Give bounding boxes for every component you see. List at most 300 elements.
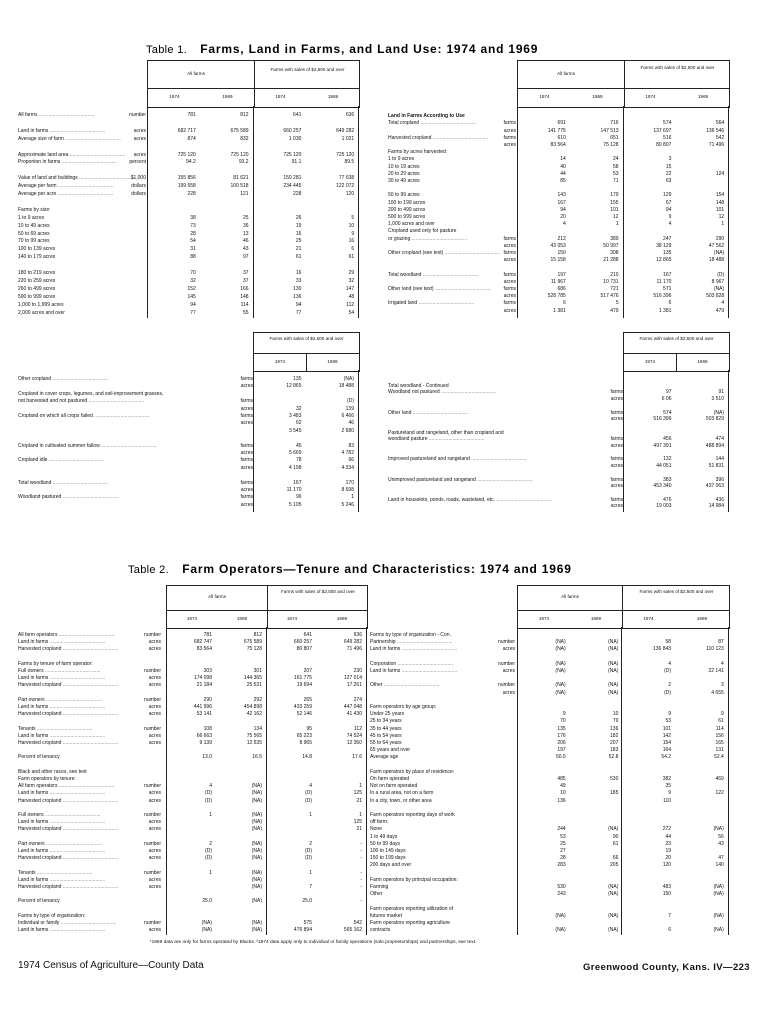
row-value: 9 xyxy=(562,711,566,718)
row-value: 125 xyxy=(353,790,362,797)
row-label: Farms by size: xyxy=(18,206,51,213)
row-value: 610 xyxy=(557,134,566,141)
row-label: Farm operators reporting days of work xyxy=(370,812,455,818)
head-all-farms: All farms xyxy=(187,71,205,76)
row-value: (NA) xyxy=(251,826,262,833)
table-row xyxy=(388,416,728,422)
row-label: Total woodland ........................................ xyxy=(388,271,479,278)
row-label: Land in houselots, ponds, roads, wasteland, etc. ........................................ xyxy=(388,496,552,503)
row-value: 53 xyxy=(613,170,619,177)
table-row xyxy=(370,927,728,933)
table-row xyxy=(370,877,728,883)
row-label: Proportion in farms ........................................ xyxy=(18,159,118,166)
row-value: - xyxy=(360,898,362,905)
row-value: 651 xyxy=(610,134,619,141)
table-row xyxy=(18,927,366,933)
row-unit: acres xyxy=(503,293,516,300)
table-row xyxy=(18,428,358,434)
table-row xyxy=(18,819,366,825)
table-row xyxy=(388,483,728,489)
row-value: 150 xyxy=(557,250,566,256)
row-value: 127 014 xyxy=(343,675,362,682)
row-value: 485 xyxy=(557,776,566,782)
row-unit: acres xyxy=(503,242,516,249)
row-value: 725 120 xyxy=(230,151,249,158)
table-row xyxy=(370,690,728,696)
row-value: 17 261 xyxy=(346,682,362,689)
row-value: 4 xyxy=(309,783,312,790)
table1-right-header2 xyxy=(623,332,730,372)
row-value: 3 xyxy=(721,682,724,689)
row-value: 48 xyxy=(348,293,355,300)
table-row xyxy=(370,913,728,919)
table-row xyxy=(18,639,366,645)
row-value: 74 524 xyxy=(346,732,362,739)
table-row xyxy=(388,250,728,256)
table-row xyxy=(388,300,728,306)
row-value: 725 120 xyxy=(336,151,355,158)
row-value: 6 466 xyxy=(341,413,354,419)
row-value: (D) xyxy=(305,797,312,804)
row-value: 575 xyxy=(303,920,312,926)
row-value: 58 xyxy=(665,639,672,646)
row-label: Farm operators by tenure: xyxy=(18,776,76,782)
year-col: 1969 xyxy=(697,94,709,99)
year-col: 1969 xyxy=(236,616,248,621)
row-value: 197 xyxy=(557,747,566,754)
row-label: 50 to 99 acres xyxy=(388,192,420,199)
row-value: 454 898 xyxy=(243,704,262,710)
row-value: 94 xyxy=(295,301,302,308)
row-label: Land in farms ........................................ xyxy=(370,646,458,653)
row-value: 83 564 xyxy=(196,646,212,653)
row-unit: farms xyxy=(503,235,516,242)
row-label: Partnership ........................................ xyxy=(370,639,453,646)
row-value: 32 xyxy=(190,277,196,284)
row-value: 1 xyxy=(721,221,725,228)
row-value: 530 xyxy=(610,776,619,782)
table-row xyxy=(370,798,728,804)
year-col: 1974 xyxy=(643,616,654,621)
row-label: 500 to 999 acres xyxy=(18,293,56,300)
row-value: 32 xyxy=(348,277,355,284)
row-value: 36 xyxy=(243,222,249,229)
row-value: 1 xyxy=(209,812,212,818)
row-value: (NA) xyxy=(251,840,262,847)
row-unit: acres xyxy=(133,151,146,158)
table1-prefix: Table 1. xyxy=(146,44,187,56)
row-label: Other land ........................................ xyxy=(388,409,469,416)
row-value: 301 xyxy=(253,668,262,674)
row-value: 90 xyxy=(612,833,619,840)
row-value: 453 340 xyxy=(653,483,672,490)
row-value: (D) xyxy=(205,855,212,862)
table-row xyxy=(370,848,728,854)
head-sales: Farms with sales of $2,500 and over xyxy=(280,589,356,594)
row-unit: dollars xyxy=(131,183,146,190)
row-value: (NA) xyxy=(251,819,262,826)
table-row xyxy=(370,762,728,768)
row-value: 88 xyxy=(190,254,196,261)
row-unit: farms xyxy=(240,413,253,419)
row-label: Woodland pastured ........................................ xyxy=(18,494,119,501)
row-unit: farms xyxy=(240,376,253,382)
row-unit: acres xyxy=(610,396,623,403)
row-value: (D) xyxy=(305,848,312,854)
row-value: 52.8 xyxy=(608,754,619,761)
row-value: 145 xyxy=(187,293,196,300)
row-value: 58 xyxy=(613,163,619,170)
row-value: 78 xyxy=(295,457,302,464)
row-value: 12 865 xyxy=(656,257,672,264)
row-unit: acres xyxy=(148,639,161,646)
row-label: Land in farms ........................................ xyxy=(18,927,106,934)
row-value: 725 120 xyxy=(177,151,196,158)
row-value: 565 162 xyxy=(343,927,362,934)
row-value: 62 xyxy=(295,420,302,427)
row-unit: acres xyxy=(148,884,161,890)
table-row xyxy=(370,718,728,724)
table-row xyxy=(18,855,366,861)
table-row xyxy=(18,812,366,818)
row-label: Cropland used only for pasture xyxy=(388,228,457,235)
row-value: (NA) xyxy=(608,689,619,696)
row-label: Total woodland ........................................ xyxy=(18,479,109,486)
row-value: 54.2 xyxy=(661,754,672,761)
table-row xyxy=(370,661,728,667)
table-row xyxy=(388,228,728,234)
table2-prefix: Table 2. xyxy=(128,564,169,576)
row-value: 139 xyxy=(345,405,354,412)
row-value: 228 xyxy=(293,191,302,197)
row-label: 140 to 179 acres xyxy=(18,254,56,261)
table-row xyxy=(370,870,728,876)
row-label: Other cropland ........................................ xyxy=(18,376,109,382)
row-value: 80 807 xyxy=(296,646,312,653)
row-value: 182 xyxy=(610,732,619,739)
table-row xyxy=(18,913,366,919)
row-value: (NA) xyxy=(251,884,262,890)
row-unit: acres xyxy=(148,732,161,739)
row-value: 122 xyxy=(715,790,724,797)
row-value: - xyxy=(360,848,362,854)
table-row xyxy=(18,502,358,508)
row-value: 274 xyxy=(353,696,362,703)
row-value: 89.5 xyxy=(344,159,355,166)
row-value: 15 xyxy=(665,163,672,170)
row-value: 174 098 xyxy=(193,675,212,682)
table-row xyxy=(18,654,366,660)
table-row xyxy=(18,834,366,840)
row-value: 5 105 xyxy=(288,501,302,508)
row-value: (NA) xyxy=(713,912,724,919)
row-value: 641 xyxy=(303,632,312,638)
table-row xyxy=(388,272,728,278)
row-value: 140 xyxy=(715,862,724,869)
row-value: 56 xyxy=(718,833,724,840)
row-value: 11 170 xyxy=(286,487,302,493)
row-value: 150 xyxy=(662,891,672,898)
row-value: 292 xyxy=(253,696,262,703)
table-row xyxy=(370,855,728,861)
row-value: 25 xyxy=(560,840,566,847)
year-col: 1969 xyxy=(590,616,602,621)
row-unit: number xyxy=(144,812,161,818)
table-row xyxy=(18,159,358,165)
row-unit: number xyxy=(144,632,161,638)
row-value: (NA) xyxy=(251,920,262,926)
row-value: 61 xyxy=(612,840,619,847)
row-label: 10 to 19 acres xyxy=(388,163,420,170)
row-value: 516 396 xyxy=(653,293,672,300)
row-value: 675 589 xyxy=(243,639,262,646)
row-value: 21 xyxy=(356,826,362,833)
row-unit: farms xyxy=(503,286,516,292)
row-value: 2 xyxy=(668,682,672,689)
row-label: Land in farms ........................................ xyxy=(18,732,106,739)
footer-location: Greenwood County, Kans. IV—223 xyxy=(582,962,750,973)
table2-right-header xyxy=(517,585,730,629)
row-label: Average per acre ........................................ xyxy=(18,191,114,197)
row-value: 2 680 xyxy=(341,427,354,434)
row-unit: acres xyxy=(148,675,161,682)
row-unit: acres xyxy=(240,501,253,508)
row-value: 636 xyxy=(353,632,362,638)
table-row xyxy=(18,790,366,796)
row-value: 137 697 xyxy=(653,127,672,134)
footnote: ¹1969 data are only for farms operated by Blacks. ²1974 data apply only to individual or family operations (sole proprietorships) and partnerships, see text. xyxy=(150,940,477,945)
row-value: 9 xyxy=(668,790,672,797)
table-row xyxy=(388,156,728,162)
row-label: Tenants ........................................ xyxy=(18,869,93,876)
row-value: 542 xyxy=(353,920,362,926)
row-label: Corporation ........................................ xyxy=(370,660,454,667)
row-label: Farms by tenure of farm operator: xyxy=(18,660,93,667)
row-value: 691 xyxy=(557,120,566,127)
table-row xyxy=(370,884,728,890)
table-row xyxy=(18,391,358,397)
row-value: 636 xyxy=(345,112,355,118)
row-label: 1,000 to 1,999 acres xyxy=(18,301,64,308)
row-value: 101 xyxy=(662,725,672,732)
table-row xyxy=(18,906,366,912)
row-value: (D) xyxy=(205,848,212,854)
table-row xyxy=(370,862,728,868)
row-value: 456 xyxy=(663,436,672,443)
row-value: 272 xyxy=(662,826,672,833)
table-row xyxy=(18,120,358,126)
row-value: 25 xyxy=(295,238,302,245)
row-unit: farms xyxy=(240,457,253,464)
table-row xyxy=(18,270,358,276)
row-value: 135 xyxy=(293,376,302,382)
table-row xyxy=(388,286,728,292)
row-label: 10 to 49 acres xyxy=(18,222,50,229)
table-row xyxy=(18,494,358,500)
row-value: 101 xyxy=(610,206,619,213)
row-value: 8 698 xyxy=(341,487,354,493)
table-row xyxy=(18,112,358,118)
row-label: Unimproved pastureland and rangeland ........................................ xyxy=(388,476,533,483)
row-label: 20 to 29 acres xyxy=(388,170,420,177)
row-value: 11 170 xyxy=(656,278,672,285)
row-label: 260 to 499 acres xyxy=(18,285,56,292)
row-unit: acres xyxy=(148,646,161,653)
row-unit: farms xyxy=(240,494,253,501)
table-row xyxy=(388,410,728,416)
row-value: 5 xyxy=(615,300,619,307)
row-value: 26 xyxy=(295,214,302,221)
row-label: Harvested cropland ........................................ xyxy=(388,134,489,141)
row-value: 4 334 xyxy=(341,464,354,471)
row-value: (NA) xyxy=(251,790,262,797)
row-value: 165 xyxy=(715,740,724,746)
table-row xyxy=(388,450,728,456)
row-value: (NA) xyxy=(608,639,619,646)
table-row xyxy=(18,747,366,753)
row-value: 4 655 xyxy=(711,689,724,696)
row-value: 4 xyxy=(668,221,672,228)
row-value: 10 xyxy=(348,222,355,229)
row-value: 9 xyxy=(721,711,724,718)
row-value: (NA) xyxy=(555,682,566,689)
row-value: 71 496 xyxy=(708,142,725,148)
row-value: 14 xyxy=(560,156,566,163)
row-value: 35 xyxy=(665,783,672,790)
row-label: Other land (see text) ........................................ xyxy=(388,286,491,292)
row-value: 46 xyxy=(348,420,354,427)
row-value: 101 xyxy=(715,206,725,213)
row-value: 212 xyxy=(557,235,566,242)
row-value: 7 xyxy=(309,884,312,890)
row-value: 721 xyxy=(610,286,619,292)
row-value: 179 xyxy=(610,192,619,199)
row-value: 97 xyxy=(665,389,672,396)
table-row xyxy=(18,862,366,868)
row-value: 197 xyxy=(557,271,566,278)
table-row xyxy=(388,503,728,509)
row-value: 28 xyxy=(560,855,566,862)
row-value: 135 xyxy=(663,250,672,256)
year-col: 1974 xyxy=(539,94,550,99)
row-unit: farms xyxy=(240,442,253,449)
row-unit: number xyxy=(144,725,161,732)
row-value: 154 xyxy=(662,740,672,746)
row-label: Harvested cropland ........................................ xyxy=(18,711,119,718)
table-row xyxy=(370,646,728,652)
row-value: 13 xyxy=(243,230,249,237)
row-value: 45 xyxy=(295,442,302,449)
row-value: 38 129 xyxy=(656,242,672,249)
row-unit: acres xyxy=(148,740,161,746)
table-row xyxy=(18,841,366,847)
row-label: Farms by type of organization - Con. xyxy=(370,632,451,638)
table-row xyxy=(18,420,358,426)
row-value: 156 xyxy=(715,732,724,739)
row-unit: acres xyxy=(240,405,253,412)
table1-left-header2 xyxy=(253,332,360,372)
row-value: 4 198 xyxy=(288,464,302,471)
row-value: 686 xyxy=(557,286,566,292)
row-value: (NA) xyxy=(713,826,724,833)
row-label: Farms by acres harvested: xyxy=(388,149,448,156)
row-label: All farm operators ........................................ xyxy=(18,783,115,790)
year-col: 1969 xyxy=(592,94,603,99)
row-value: 50.5 xyxy=(555,754,566,761)
row-value: 91.1 xyxy=(291,159,302,166)
row-value: 25.0 xyxy=(202,898,212,905)
row-value: 170 xyxy=(345,479,354,486)
table-row xyxy=(18,262,358,268)
row-value: 6 xyxy=(668,300,672,307)
table-row xyxy=(18,383,358,389)
row-value: 167 xyxy=(557,199,566,206)
row-value: 436 xyxy=(715,496,724,503)
row-value: (NA) xyxy=(555,639,566,646)
table-row xyxy=(370,834,728,840)
table-row xyxy=(370,668,728,674)
row-label: 100 to 139 acres xyxy=(18,246,56,253)
row-value: 70 xyxy=(190,270,196,276)
table-row xyxy=(388,396,728,402)
row-value: 16.5 xyxy=(252,754,262,761)
row-value: 95 xyxy=(306,725,312,732)
row-value: 16 xyxy=(295,270,302,276)
row-unit: number xyxy=(144,783,161,790)
row-label: contracts xyxy=(370,927,391,934)
row-value: 265 xyxy=(303,696,312,703)
table-row xyxy=(18,443,358,449)
row-unit: acres xyxy=(148,855,161,862)
row-value: 23 xyxy=(665,840,672,847)
table-row xyxy=(18,191,358,197)
row-value: 21 288 xyxy=(603,257,619,264)
row-value: (D) xyxy=(205,790,212,797)
row-label: 65 years and over xyxy=(370,747,411,754)
row-label: Land in farms ........................................ xyxy=(18,127,106,134)
table-row xyxy=(18,726,366,732)
row-value: 483 xyxy=(662,884,672,890)
year-col: 1969 xyxy=(327,94,339,99)
row-unit: acres xyxy=(240,450,253,456)
table-row xyxy=(18,450,358,456)
table-row xyxy=(370,711,728,717)
row-unit: number xyxy=(144,840,161,847)
row-unit: number xyxy=(144,869,161,876)
row-value: 77 xyxy=(190,309,196,316)
row-value: (NA) xyxy=(201,920,212,926)
row-value: 27 xyxy=(560,848,566,854)
table-row xyxy=(18,310,358,316)
row-value: 148 xyxy=(715,199,725,206)
row-value: (NA) xyxy=(608,682,619,689)
row-value: 44 xyxy=(560,170,566,177)
head-all-farms: All farms xyxy=(557,71,575,76)
row-unit: percent xyxy=(129,159,146,166)
row-label: Black and other races, see text xyxy=(18,768,87,775)
table-row xyxy=(18,769,366,775)
row-value: 61 xyxy=(718,718,724,725)
row-unit: acres xyxy=(240,464,253,471)
row-value: 41 430 xyxy=(346,711,362,718)
row-label: Farm operators reporting agriculture xyxy=(370,920,451,926)
row-value: 136 xyxy=(610,725,619,732)
row-value: 5 669 xyxy=(288,450,302,456)
row-value: (D) xyxy=(305,855,312,862)
row-label: Farm operators reporting utilization of xyxy=(370,905,454,912)
row-value: 80 807 xyxy=(656,142,672,148)
row-value: 21 xyxy=(356,797,362,804)
